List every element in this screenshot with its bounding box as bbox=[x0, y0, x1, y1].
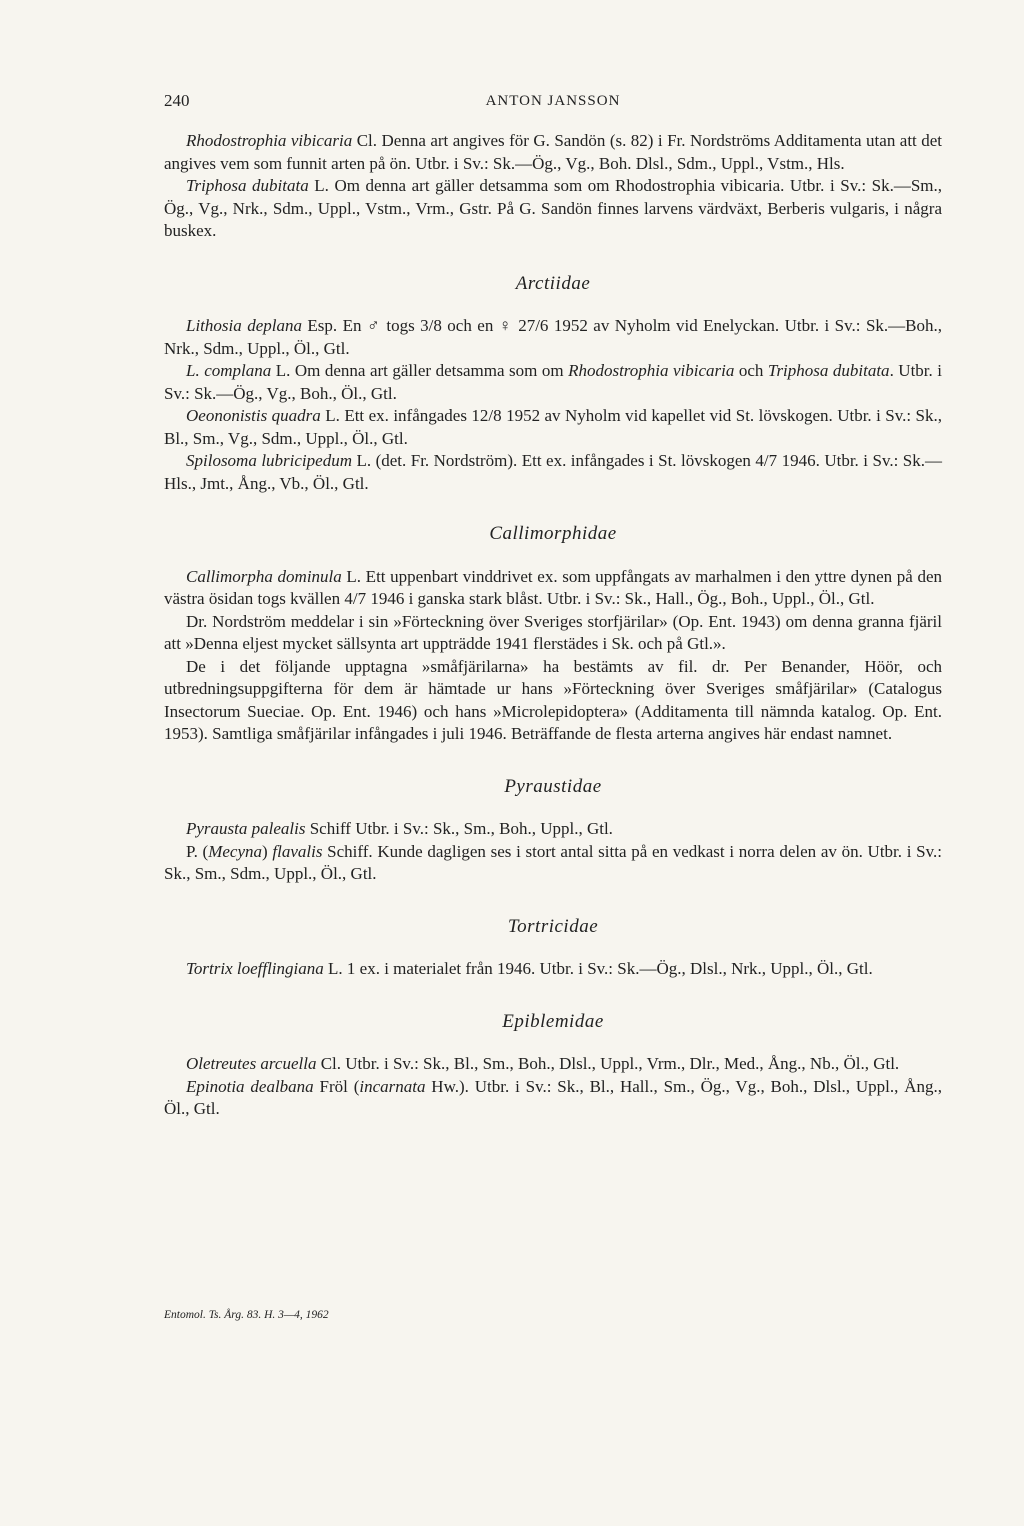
family-heading-callimorphidae: Callimorphidae bbox=[489, 523, 617, 544]
species-entry-lithosia-complana: L. complana L. Om denna art gäller detsamma som om Rhodostrophia vibicaria och Triphosa dubitata. Utbr. i Sv.: Sk.—Ög., Vg., Boh., Öl., Gtl. bbox=[164, 361, 943, 403]
page-number: 240 bbox=[164, 91, 190, 110]
paragraph-smafjarilar: De i det följande upptagna »småfjärilarna» ha bestämts av fil. dr. Per Benander, Höör, och utbredningsuppgifterna för dem är hämtade ur hans »Förteckning över Sveriges småfjärilar» (Catalogus Insectorum Sueciae. Op. Ent. 1946) och hans »Microlepidoptera» (Additamenta till nämnda katalog. Op. Ent. 1953). Samtliga småfjärilar infångades i juli 1946. Beträffande de flesta arterna angives här endast namnet. bbox=[164, 656, 942, 743]
species-name: Callimorpha dominula bbox=[186, 566, 342, 586]
journal-citation-footer: Entomol. Ts. Årg. 83. H. 3—4, 1962 bbox=[164, 1309, 329, 1321]
species-entry-lithosia-deplana: Lithosia deplana Esp. En ♂ togs 3/8 och en ♀ 27/6 1952 av Nyholm vid Enelyckan. Utbr. i Sv.: Sk.—Boh., Nrk., Sdm., Uppl., Öl., Gtl. bbox=[164, 316, 943, 358]
species-entry-oletreutes: Oletreutes arcuella Cl. Utbr. i Sv.: Sk., Bl., Sm., Boh., Dlsl., Uppl., Vrm., Dlr., Med., Ång., Nb., Öl., Gtl. bbox=[186, 1054, 900, 1073]
species-name: L. complana bbox=[186, 361, 272, 380]
species-entry-triphosa: Triphosa dubitata L. Om denna art gäller detsamma som om Rhodostrophia vibicaria. Utbr. i Sv.: Sk.—Sm., Ög., Vg., Nrk., Sdm., Uppl., Vstm., Vrm., Gstr. På G. Sandön finnes larvens värdväxt, Berberis vulgaris, i några buskex. bbox=[164, 176, 942, 240]
species-name: Spilosoma lubricipedum bbox=[186, 451, 352, 470]
species-entry-epinotia: Epinotia dealbana Fröl (incarnata Hw.). Utbr. i Sv.: Sk., Bl., Hall., Sm., Ög., Vg., Boh., Dlsl., Uppl., Ång., Öl., Gtl. bbox=[164, 1076, 943, 1118]
species-name: Triphosa dubitata bbox=[186, 176, 309, 195]
species-name: Oletreutes arcuella bbox=[186, 1054, 317, 1073]
article-body bbox=[164, 130, 942, 1121]
species-name: Pyrausta palealis bbox=[186, 819, 306, 838]
species-entry-spilosoma: Spilosoma lubricipedum L. (det. Fr. Nordström). Ett ex. infångades i St. lövskogen 4/7 1946. Utbr. i Sv.: Sk.—Hls., Jmt., Ång., Vb., Öl., Gtl. bbox=[164, 451, 942, 493]
species-entry-oeononistis: Oeononistis quadra L. Ett ex. infångades 12/8 1952 av Nyholm vid kapellet vid St. lövskogen. Utbr. i Sv.: Sk., Bl., Sm., Vg., Sdm., Uppl., Öl., Gtl. bbox=[164, 406, 942, 448]
family-heading-tortricidae: Tortricidae bbox=[507, 915, 599, 937]
species-entry-rhodostrophia: Rhodostrophia vibicaria Cl. Denna art angives för G. Sandön (s. 82) i Fr. Nordströms Additamenta utan att det angives vem som funnit arten på ön. Utbr. i Sv.: Sk.—Ög., Vg., Boh. Dlsl., Sdm., Uppl., Vstm., Hls. bbox=[164, 131, 942, 173]
species-name: Oeononistis quadra bbox=[186, 406, 321, 425]
family-heading-pyraustidae: Pyraustidae bbox=[504, 775, 602, 797]
family-heading-arctiidae: Arctiidae bbox=[515, 272, 591, 294]
species-name: Epinotia dealbana bbox=[186, 1076, 314, 1096]
species-entry-pyrausta-palealis: Pyrausta palealis Schiff Utbr. i Sv.: Sk., Sm., Boh., Uppl., Gtl. bbox=[186, 819, 613, 838]
species-name: Tortrix loefflingiana bbox=[186, 959, 324, 978]
paragraph-nordstrom: Dr. Nordström meddelar i sin »Förteckning över Sveriges storfjärilar» (Op. Ent. 1943) om denna granna fjäril att »Denna eljest mycket sällsynta art uppträdde 1941 flerstädes i Sk. och på Gtl.». bbox=[164, 611, 942, 653]
species-name: Lithosia deplana bbox=[186, 316, 302, 335]
page-header bbox=[164, 91, 942, 115]
running-head: ANTON JANSSON bbox=[485, 93, 621, 109]
species-entry-mecyna-flavalis: P. (Mecyna) flavalis Schiff. Kunde dagligen ses i stort antal sitta på en vedkast i norra delen av ön. Utbr. i Sv.: Sk., Sm., Sdm., Uppl., Öl., Gtl. bbox=[164, 841, 942, 883]
species-entry-callimorpha: Callimorpha dominula L. Ett uppenbart vinddrivet ex. som uppfångats av marhalmen i den yttre dynen på den västra ösidan togs kvällen 4/7 1946 i ganska stark blåst. Utbr. i Sv.: Sk., Hall., Ög., Boh., Uppl., Öl., Gtl. bbox=[164, 566, 942, 608]
species-entry-tortrix: Tortrix loefflingiana L. 1 ex. i materialet från 1946. Utbr. i Sv.: Sk.—Ög., Dlsl., Nrk., Uppl., Öl., Gtl. bbox=[186, 959, 873, 978]
family-heading-epiblemidae: Epiblemidae bbox=[502, 1010, 604, 1032]
species-name: Rhodostrophia vibicaria bbox=[186, 131, 353, 150]
